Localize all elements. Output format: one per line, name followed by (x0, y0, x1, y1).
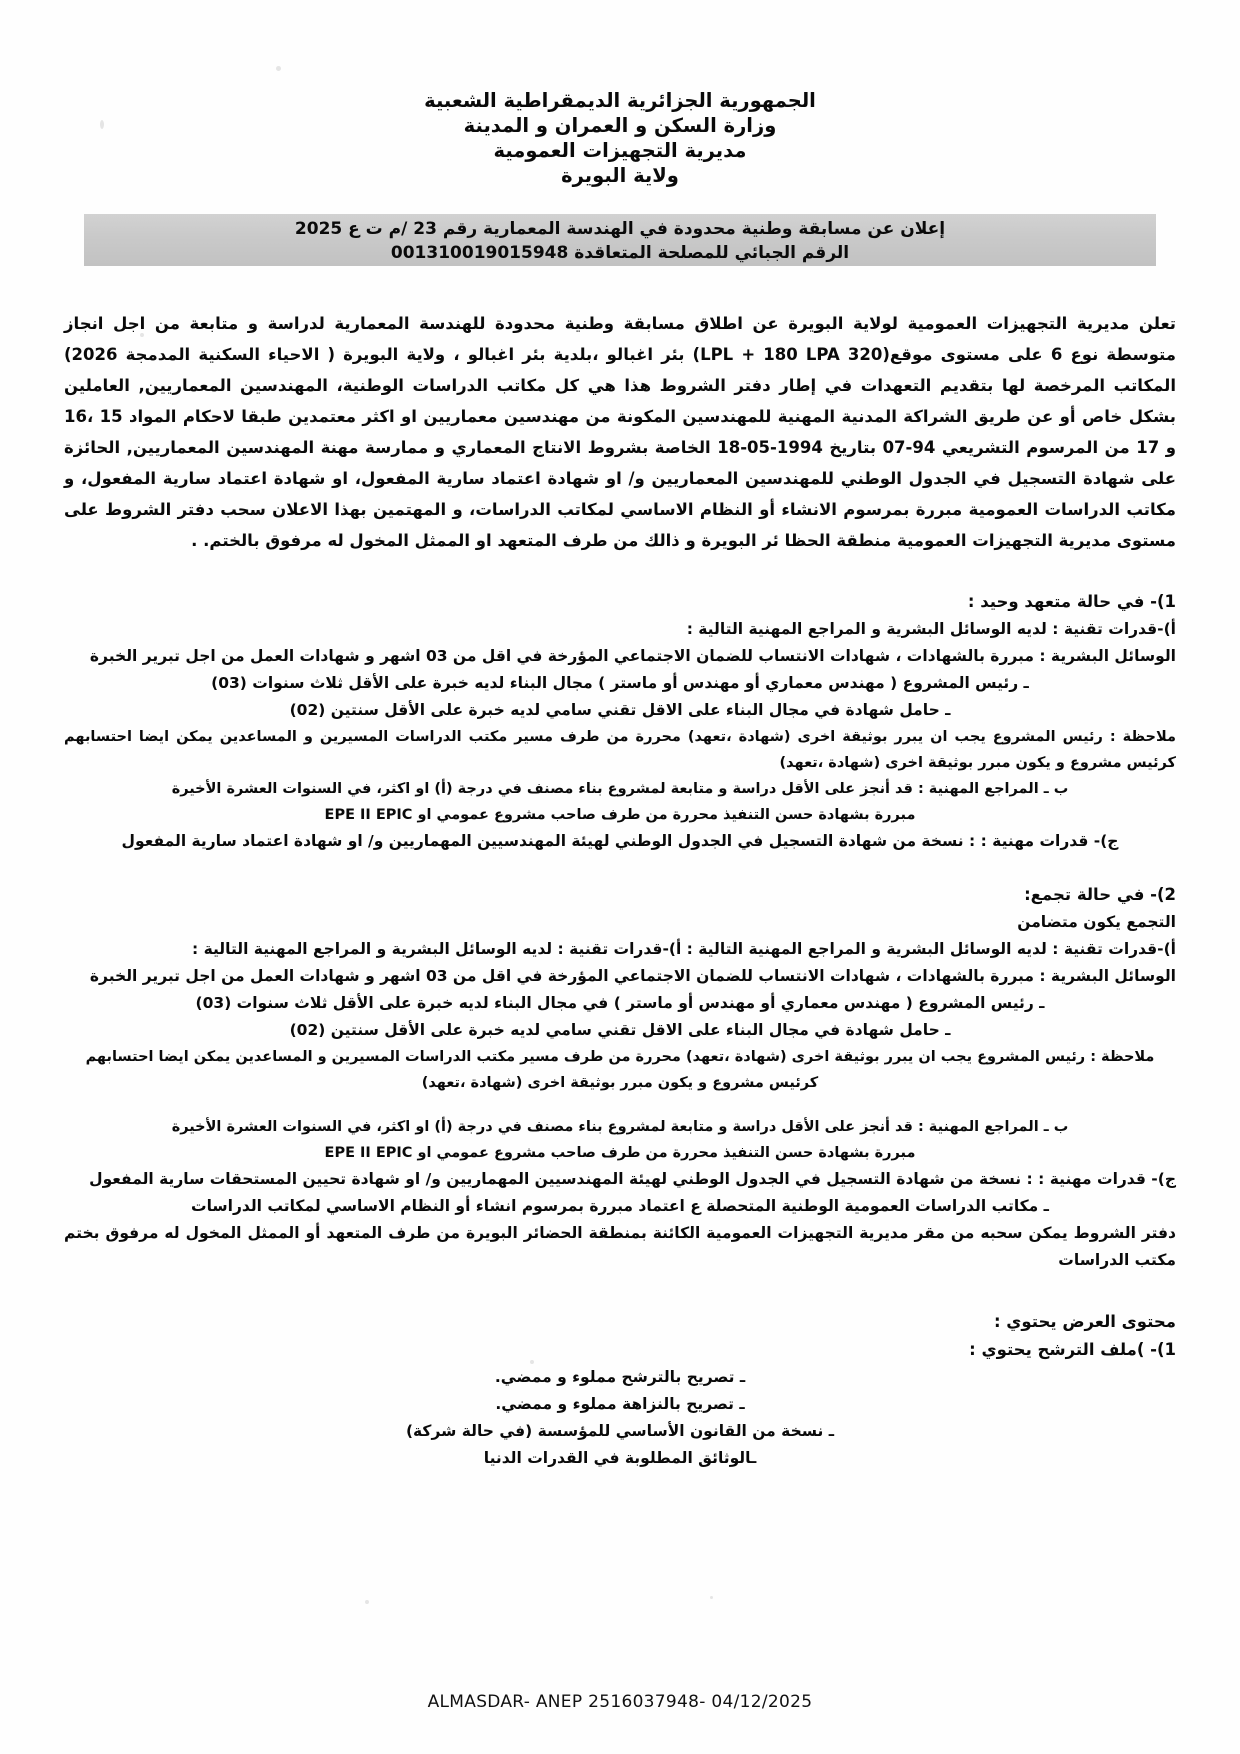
section-1-line-technician: ـ حامل شهادة في مجال البناء على الاقل تقني سامي لديه خبرة على الأقل سنتين (02) (289, 701, 951, 719)
footer-anep-reference: ALMASDAR- ANEP 2516037948- 04/12/2025 (427, 1692, 813, 1712)
section-2-line-withdrawal: دفتر الشروط يمكن سحبه من مقر مديرية التجهيزات العمومية الكائنة بمنطقة الحضائر البويرة من طرف المتعهد أو الممثل المخول له مرفوق بختم مكتب الدراسات (64, 1224, 1176, 1269)
section-2-line-references: ب ـ المراجع المهنية : قد أنجز على الأقل دراسة و متابعة لمشروع بناء مصنف في درجة (أ) او اكثر، في السنوات العشرة الأخيرة (171, 1119, 1069, 1135)
header-line-ministry: وزارة السكن و العمران و المدينة (463, 114, 777, 137)
section-1-line-references: ب ـ المراجع المهنية : قد أنجز على الأقل دراسة و متابعة لمشروع بناء مصنف في درجة (أ) او اكثر، في السنوات العشرة الأخيرة (171, 781, 1069, 797)
offer-content-title: محتوى العرض يحتوي : (993, 1312, 1176, 1331)
section-2-title: 2)- في حالة تجمع: (1024, 885, 1176, 904)
section-2-line-project-manager: ـ رئيس المشروع ( مهندس معماري أو مهندس أو ماستر ) في مجال البناء لديه خبرة على الأقل ثلاث سنوات (03) (195, 994, 1045, 1012)
offer-item-minimum-capacity-documents: ـالوثائق المطلوبة في القدرات الدنيا (483, 1449, 757, 1467)
section-1-line-professional-capacity: ج)- قدرات مهنية : : نسخة من شهادة التسجيل في الجدول الوطني لهيئة المهندسيين المهماريين و/ او شهادة اعتماد سارية المفعول (121, 832, 1119, 850)
fiscal-number: الرقم الجبائي للمصلحة المتعاقدة 001310019015948 (390, 243, 850, 263)
document-body (64, 308, 1176, 1472)
section-1-line-project-manager: ـ رئيس المشروع ( مهندس معماري أو مهندس أو ماستر ) مجال البناء لديه خبرة على الأقل ثلاث سنوات (03) (211, 674, 1029, 692)
section-1-note: ملاحظة : رئيس المشروع يجب ان يبرر بوثيقة اخرى (شهادة ،تعهد) محررة من طرف مسير مكتب الدراسات المسيرين و المساعدين يمكن ايضا احتسابهم كرئيس مشروع و يكون مبرر بوثيقة اخرى (شهادة ،تعهد) (64, 729, 1176, 771)
offer-candidacy-file-title: 1)- )ملف الترشح يحتوي : (969, 1340, 1176, 1359)
header-line-directorate: مديرية التجهيزات العمومية (493, 139, 747, 162)
intro-paragraph: تعلن مديرية التجهيزات العمومية لولاية البويرة عن اطلاق مسابقة وطنية محدودة للهندسة المعمارية لدراسة و متابعة من اجل انجاز متوسطة نوع 6 على مستوى موقع(320 LPL + 180 LPA) بئر اغبالو ،بلدية بئر اغبالو ، ولاية البويرة ( الاحياء السكنية المدمجة 2026) المكاتب المرخصة لها بتقديم التعهدات في إطار دفتر الشروط هذا هي كل مكاتب الدراسات الوطنية، المهندسين المعماريين, العاملين بشكل خاص أو عن طريق الشراكة المدنية المهنية للمهندسين المكونة من مهندسين معماريين او اكثر معتمدين طبقا لاحكام المواد 15 ،16 و 17 من المرسوم التشريعي 94-07 بتاريخ 1994-05-18 الخاصة بشروط الانتاج المعماري و ممارسة مهنة المهندسين المعماريين, الحائزة على شهادة التسجيل في الجدول الوطني للمهندسين المعماريين و/ او شهادة اعتماد سارية المفعول، او شهادة اعتماد سارية المفعول، و مكاتب الدراسات العمومية مبررة بمرسوم الانشاء أو النظام الاساسي لمكاتب الدراسات، و المهتمين بهذا الاعلان سحب دفتر الشروط على مستوى مديرية التجهيزات العمومية منطقة الحظا ئر البويرة و ذالك من طرف المتعهد او الممثل المخول له مرفوق بالختم. . (64, 314, 1177, 550)
section-1-line-a: أ)-قدرات تقنية : لديه الوسائل البشرية و المراجع المهنية التالية : (686, 620, 1176, 638)
offer-item-candidacy-declaration: ـ تصريح بالترشح مملوء و ممضي. (494, 1368, 746, 1386)
section-2-line-professional-capacity: ج)- قدرات مهنية : : نسخة من شهادة التسجيل في الجدول الوطني لهيئة المهندسيين المهماريين و/ او شهادة تحيين المستحقات سارية المفعول (89, 1170, 1176, 1188)
scan-speck (710, 1596, 713, 1599)
document-header (0, 88, 1240, 188)
section-1-line-execution-certificate: مبررة بشهادة حسن التنفيذ محررة من طرف صاحب مشروع عمومي او EPE ⅠⅠ EPIC (324, 807, 916, 823)
section-2-line-execution-certificate: مبررة بشهادة حسن التنفيذ محررة من طرف صاحب مشروع عمومي او EPE ⅠⅠ EPIC (324, 1145, 916, 1161)
offer-item-company-statute-copy: ـ نسخة من القانون الأساسي للمؤسسة (في حالة شركة) (405, 1422, 835, 1440)
section-1-line-human-resources: الوسائل البشرية : مبررة بالشهادات ، شهادات الانتساب للضمان الاجتماعي المؤرخة في اقل من 03 اشهر و شهادات العمل من اجل تبرير الخبرة (89, 647, 1176, 665)
header-line-republic: الجمهورية الجزائرية الديمقراطية الشعبية (424, 89, 816, 112)
section-2-note: ملاحظة : رئيس المشروع يجب ان يبرر بوثيقة اخرى (شهادة ،تعهد) محررة من طرف مسير مكتب الدراسات المسيرين و المساعدين يمكن ايضا احتسابهم كرئيس مشروع و يكون مبرر بوثيقة اخرى (شهادة ،تعهد) (85, 1049, 1155, 1091)
offer-item-integrity-declaration: ـ تصريح بالنزاهة مملوء و ممضي. (495, 1395, 745, 1413)
section-2-line-public-study-offices: ـ مكاتب الدراسات العمومية الوطنية المتحصلة ع اعتماد مبررة بمرسوم انشاء أو النظام الاساسي لمكاتب الدراسات (191, 1197, 1049, 1215)
scan-speck (276, 66, 281, 71)
header-line-wilaya: ولاية البويرة (561, 164, 679, 187)
section-2-line-solidarity: التجمع يكون متضامن (1017, 913, 1176, 931)
section-1-title: 1)- في حالة متعهد وحيد : (967, 592, 1176, 611)
announcement-title: إعلان عن مسابقة وطنية محدودة في الهندسة المعمارية رقم 23 /م ت ع 2025 (294, 219, 946, 239)
section-2-line-technician: ـ حامل شهادة في مجال البناء على الاقل تقني سامي لديه خبرة على الأقل سنتين (02) (289, 1021, 951, 1039)
scan-speck (365, 1600, 369, 1604)
section-2-line-a: أ)-قدرات تقنية : لديه الوسائل البشرية و المراجع المهنية التالية : أ)-قدرات تقنية : لديه الوسائل البشرية و المراجع المهنية التالية : (191, 940, 1176, 958)
announcement-title-banner (84, 214, 1156, 266)
section-2-line-human-resources: الوسائل البشرية : مبررة بالشهادات ، شهادات الانتساب للضمان الاجتماعي المؤرخة في اقل من 03 اشهر و شهادات العمل من اجل تبرير الخبرة (89, 967, 1176, 985)
